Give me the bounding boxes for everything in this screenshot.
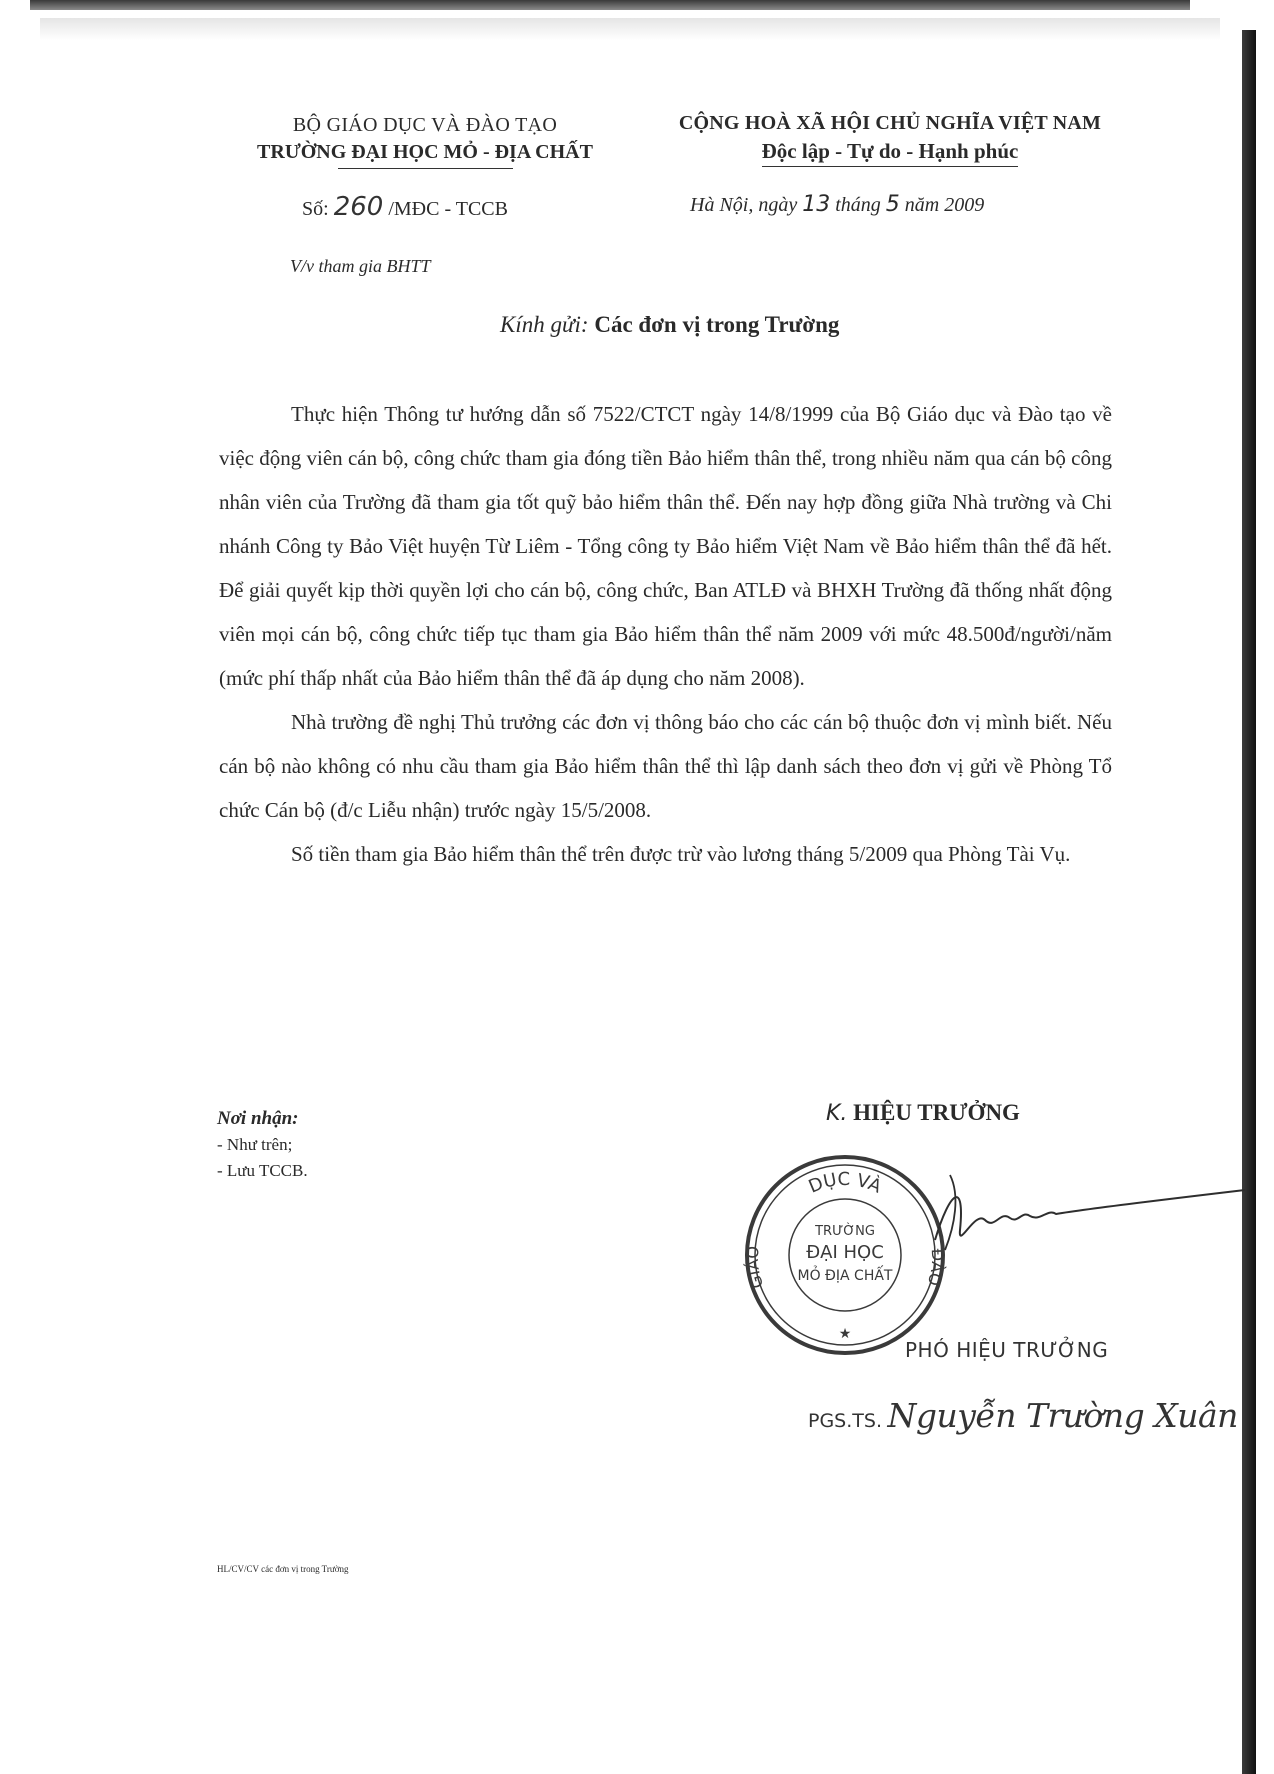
number-handwritten: 260 — [333, 192, 384, 222]
scan-edge-right — [1242, 30, 1256, 1774]
republic-name: CỘNG HOÀ XÃ HỘI CHỦ NGHĨA VIỆT NAM — [678, 112, 1102, 134]
letter-body — [219, 392, 1112, 876]
salutation-label: Kính gửi: — [500, 312, 589, 337]
body-paragraph-2: Nhà trường đề nghị Thủ trưởng các đơn vị thông báo cho các cán bộ thuộc đơn vị mình biết. Nếu cán bộ nào không có nhu cầu tham gia Bảo hiểm thân thể thì lập danh sách theo đơn vị gửi về Phòng Tổ chức Cán bộ (đ/c Liễu nhận) trước ngày 15/5/2008. — [219, 710, 1112, 822]
scan-edge-top — [30, 0, 1190, 10]
recipient-item: - Lưu TCCB. — [217, 1161, 308, 1180]
recipients-title: Nơi nhận: — [217, 1108, 299, 1129]
header-right — [655, 112, 1125, 167]
date-line — [690, 192, 984, 217]
scan-shadow-top — [40, 18, 1220, 40]
date-year: năm 2009 — [904, 194, 985, 216]
seal-center-line-3: MỎ ĐỊA CHẤT — [797, 1268, 893, 1284]
subject-line: V/v tham gia BHTT — [290, 256, 431, 276]
handwritten-signature — [930, 1170, 1250, 1260]
seal-star-icon: ★ — [838, 1326, 852, 1342]
date-place: Hà Nội, ngày — [690, 194, 798, 216]
body-paragraph-1: Thực hiện Thông tư hướng dẫn số 7522/CTCT ngày 14/8/1999 của Bộ Giáo dục và Đào tạo về việc động viên cán bộ, công chức tham gia đóng tiền Bảo hiểm thân thể, trong nhiều năm qua cán bộ công nhân viên của Trường đã tham gia tốt quỹ bảo hiểm thân thể. Đến nay hợp đồng giữa Nhà trường và Chi nhánh Công ty Bảo Việt huyện Từ Liêm - Tổng công ty Bảo hiểm Việt Nam về Bảo hiểm thân thể đã hết. Để giải quyết kịp thời quyền lợi cho cán bộ, công chức, Ban ATLĐ và BHXH Trường đã thống nhất động viên mọi cán bộ, công chức tiếp tục tham gia Bảo hiểm thân thể năm 2009 với mức 48.500đ/người/năm (mức phí thấp nhất của Bảo hiểm thân thể đã áp dụng cho năm 2008). — [219, 402, 1112, 690]
body-paragraph-3: Số tiền tham gia Bảo hiểm thân thể trên được trừ vào lương tháng 5/2009 qua Phòng Tài Vụ. — [291, 842, 1071, 866]
deputy-title: PHÓ HIỆU TRƯỞNG — [905, 1338, 1109, 1362]
signer-full-name: Nguyễn Trường Xuân — [887, 1396, 1238, 1435]
university-name: TRƯỜNG ĐẠI HỌC MỎ - ĐỊA CHẤT — [257, 141, 593, 163]
seal-arc-left: GIÁO — [742, 1245, 768, 1291]
recipient-item: - Như trên; — [217, 1135, 293, 1154]
seal-center-line-1: TRƯỜNG — [815, 1224, 875, 1239]
date-month-label: tháng — [835, 194, 881, 216]
signer-degree: PGS.TS. — [808, 1410, 882, 1432]
salutation — [500, 312, 839, 338]
date-month: 5 — [885, 192, 900, 217]
seal-arc-top: DỤC VÀ — [805, 1168, 885, 1198]
recipients-block — [217, 1106, 308, 1184]
university-underline — [338, 168, 513, 169]
national-motto: Độc lập - Tự do - Hạnh phúc — [762, 139, 1019, 167]
university-seal — [740, 1150, 950, 1360]
footer-file-note: HL/CV/CV các đơn vị trong Trường — [217, 1564, 349, 1574]
header-left — [210, 114, 640, 169]
ministry-name: BỘ GIÁO DỤC VÀ ĐÀO TẠO — [292, 114, 558, 136]
signer-title — [826, 1100, 1020, 1126]
salutation-recipient: Các đơn vị trong Trường — [594, 312, 840, 337]
signer-kt: K. — [826, 1101, 848, 1126]
seal-arc-right: ĐÀO — [923, 1248, 948, 1288]
seal-center-line-2: ĐẠI HỌC — [806, 1242, 884, 1263]
number-prefix: Số: — [302, 198, 329, 220]
signer-position: HIỆU TRƯỞNG — [853, 1100, 1020, 1125]
document-number — [302, 192, 508, 222]
signer-name — [808, 1396, 1238, 1435]
number-suffix: /MĐC - TCCB — [388, 198, 508, 220]
date-day: 13 — [802, 192, 831, 217]
